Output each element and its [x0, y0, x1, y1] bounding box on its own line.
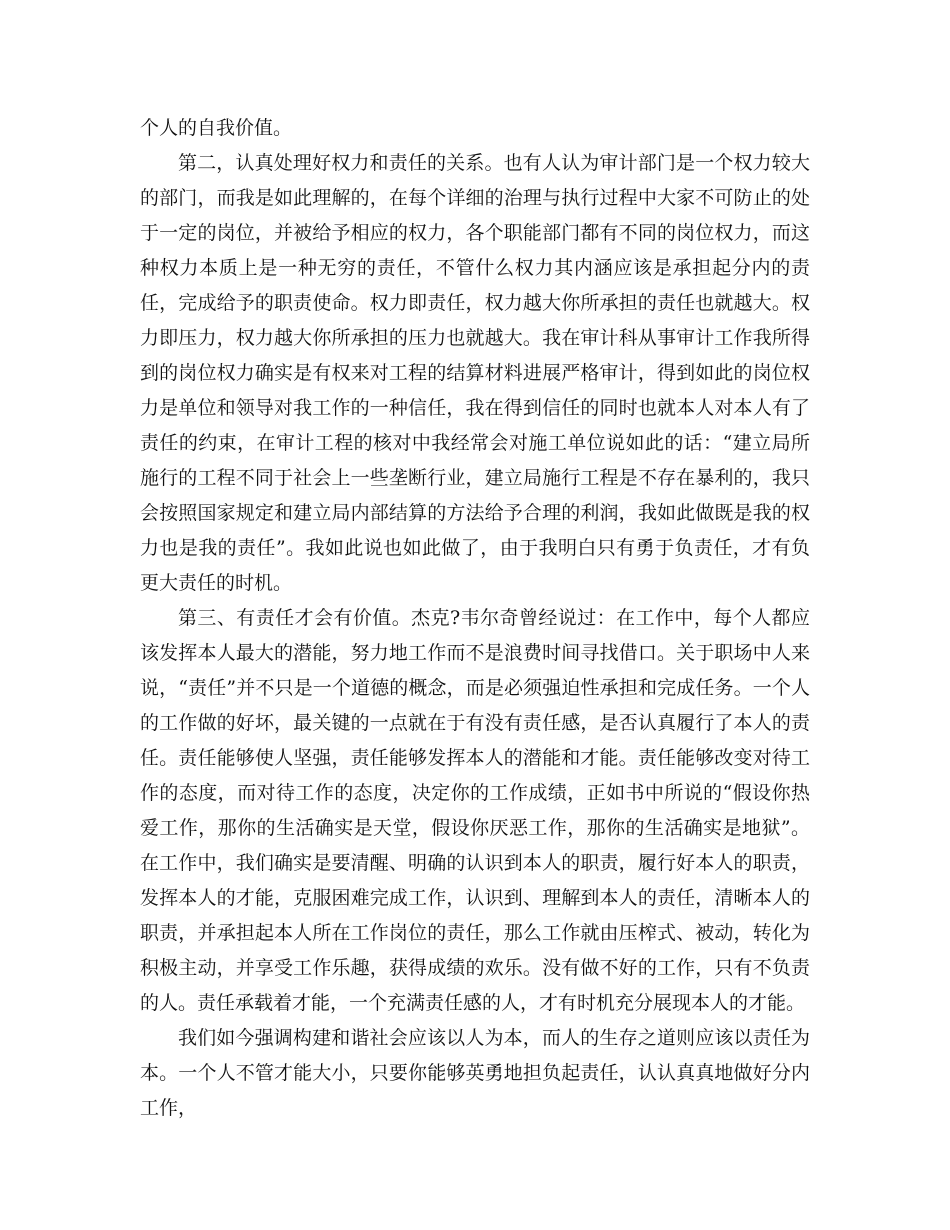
paragraph-third-point: 第三、有责任才会有价值。杰克?韦尔奇曾经说过：在工作中，每个人都应该发挥本人最大的潜能，努力地工作而不是浪费时间寻找借口。关于职场中人来说，“责任”并不只是一个道德的概念，而是必须强迫性承担和完成任务。一个人的工作做的好坏，最关键的一点就在于有没有责任感，是否认真履行了本人的责任。责任能够使人坚强，责任能够发挥本人的潜能和才能。责任能够改变对待工作的态度，而对待工作的态度，决定你的工作成绩，正如书中所说的“假设你热爱工作，那你的生活确实是天堂，假设你厌恶工作，那你的生活确实是地狱”。在工作中，我们确实是要清醒、明确的认识到本人的职责，履行好本人的职责，发挥本人的才能，克服困难完成工作，认识到、理解到本人的责任，清晰本人的职责，并承担起本人所在工作岗位的责任，那么工作就由压榨式、被动，转化为积极主动，并享受工作乐趣，获得成绩的欢乐。没有做不好的工作，只有不负责的人。责任承载着才能，一个充满责任感的人，才有时机充分展现本人的才能。: [140, 607, 810, 1014]
paragraph-second-point: 第二，认真处理好权力和责任的关系。也有人认为审计部门是一个权力较大的部门，而我是如此理解的，在每个详细的治理与执行过程中大家不可防止的处于一定的岗位，并被给予相应的权力，各个职能部门都有不同的岗位权力，而这种权力本质上是一种无穷的责任，不管什么权力其内涵应该是承担起分内的责任，完成给予的职责使命。权力即责任，权力越大你所承担的责任也就越大。权力即压力，权力越大你所承担的压力也就越大。我在审计科从事审计工作我所得到的岗位权力确实是有权来对工程的结算材料进展严格审计，得到如此的岗位权力是单位和领导对我工作的一种信任，我在得到信任的同时也就本人对本人有了责任的约束，在审计工程的核对中我经常会对施工单位说如此的话：“建立局所施行的工程不同于社会上一些垄断行业，建立局施行工程是不存在暴利的，我只会按照国家规定和建立局内部结算的方法给予合理的利润，我如此做既是我的权力也是我的责任”。我如此说也如此做了，由于我明白只有勇于负责任，才有负更大责任的时机。: [140, 152, 810, 594]
document-page: [140, 111, 810, 1126]
paragraph-continuation: 个人的自我价值。: [140, 117, 293, 139]
paragraph-conclusion: 我们如今强调构建和谐社会应该以人为本，而人的生存之道则应该以责任为本。一个人不管才能大小，只要你能够英勇地担负起责任，认认真真地做好分内工作，: [140, 1027, 810, 1119]
